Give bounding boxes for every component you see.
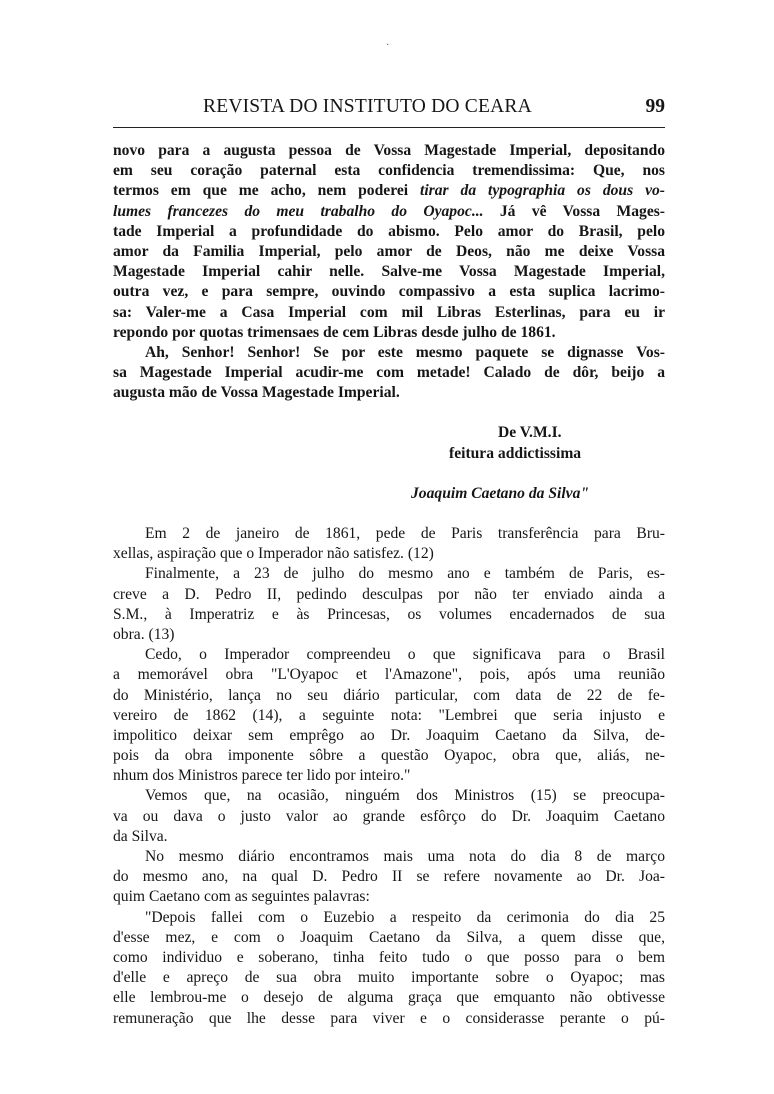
text-line: Magestade Imperial cahir nelle. Salve-me Vossa Magestade Imperial, (113, 263, 665, 281)
italic-span: tirar da typographia os dous vo- (420, 182, 665, 200)
text-line: tade Imperial a profundidade do abismo. Pelo amor do Brasil, pelo (113, 222, 665, 240)
italic-span: lumes francezes do meu trabalho do Oyapoc... (113, 202, 484, 220)
text-line: "Depois fallei com o Euzebio a respeito da cerimonia do dia 25 (145, 908, 665, 926)
text-line: Em 2 de janeiro de 1861, pede de Paris transferência para Bru- (145, 525, 665, 542)
spacer (113, 464, 665, 484)
text-line: impolitico deixar sem emprêgo ao Dr. Joaquim Caetano da Silva, de- (113, 726, 665, 744)
spacer (113, 403, 665, 423)
closing-line-2: feitura addictissima (449, 444, 582, 462)
text-line: Vemos que, na ocasião, ninguém dos Ministros (15) se preocupa- (145, 787, 665, 805)
text-line: nhum dos Ministros parece ter lido por inteiro." (113, 767, 411, 785)
closing-line: De V.M.I. (498, 424, 562, 442)
text-line: quim Caetano com as seguintes palavras: (113, 888, 370, 906)
text-line: outra vez, e para sempre, ouvindo compassivo a esta suplica lacrimo- (113, 283, 665, 301)
text-line: sa: Valer-me a Casa Imperial com mil Libras Esterlinas, para eu ir (113, 303, 665, 321)
text-line: d'esse mez, e com o Joaquim Caetano da Silva, a quem disse que, (113, 928, 665, 946)
text-line: como individuo e soberano, tinha feito tudo o que posso para o bem (113, 948, 665, 966)
text-line (113, 202, 665, 222)
text-line: augusta mão de Vossa Magestade Imperial. (113, 384, 400, 402)
text-line: d'elle e apreço de sua obra muito importante sobre o Oyapoc; mas (113, 969, 665, 987)
text-line: remuneração que lhe desse para viver e o considerasse perante o pú- (113, 1009, 665, 1027)
text-line: va ou dava o justo valor ao grande esfôrço do Dr. Joaquim Caetano (113, 807, 665, 825)
header-rule (113, 127, 665, 128)
text-line: vereiro de 1862 (14), a seguinte nota: "Lembrei que seria injusto e (113, 706, 665, 724)
text-span: termos em que me acho, nem poderei (113, 182, 421, 200)
page-header (113, 96, 665, 124)
text-line (113, 181, 665, 201)
text-line: do mesmo ano, na qual D. Pedro II se refere novamente ao Dr. Joa- (113, 868, 665, 886)
signature: Joaquim Caetano da Silva" (411, 484, 590, 502)
text-line: amor da Familia Imperial, pelo amor de Deos, não me deixe Vossa (113, 242, 665, 260)
text-line: Cedo, o Imperador compreendeu o que significava para o Brasil (145, 646, 665, 664)
text-line: Ah, Senhor! Senhor! Se por este mesmo paquete se dignasse Vos- (145, 343, 665, 361)
text-line: elle lembrou-me o desejo de alguma graça que emquanto não obtivesse (113, 989, 665, 1007)
text-line: Finalmente, a 23 de julho do mesmo ano e também de Paris, es- (145, 565, 665, 583)
text-line: do Ministério, lança no seu diário particular, com data de 22 de fe- (113, 686, 665, 704)
text-line: da Silva. (113, 827, 168, 845)
text-line: em seu coração paternal esta confidencia tremendissima: Que, nos (113, 162, 665, 180)
page-body (113, 141, 665, 1029)
specks: · (386, 40, 390, 51)
text-line: a memorável obra "L'Oyapoc et l'Amazone", pois, após uma reunião (113, 666, 665, 684)
text-line: S.M., à Imperatriz e às Princesas, os volumes encadernados de sua (113, 605, 665, 623)
text-span: Já vê Vossa Mages- (483, 202, 665, 220)
text-line: novo para a augusta pessoa de Vossa Magestade Imperial, depositando (113, 142, 665, 159)
text-line: xellas, aspiração que o Imperador não satisfez. (12) (113, 545, 434, 563)
text-line: sa Magestade Imperial acudir-me com metade! Calado de dôr, beijo a (113, 364, 665, 382)
text-line: obra. (13) (113, 625, 175, 643)
text-line: creve a D. Pedro II, pedindo desculpas por não ter enviado ainda a (113, 585, 665, 603)
page-number: 99 (645, 96, 665, 117)
text-line: No mesmo diário encontramos mais uma nota do dia 8 de março (145, 848, 665, 865)
running-title: REVISTA DO INSTITUTO DO CEARA (203, 96, 532, 117)
text-line: pois da obra imponente sôbre a questão Oyapoc, obra que, aliás, ne- (113, 747, 665, 765)
spacer (113, 504, 665, 524)
text-line: repondo por quotas trimensaes de cem Libras desde julho de 1861. (113, 323, 556, 341)
